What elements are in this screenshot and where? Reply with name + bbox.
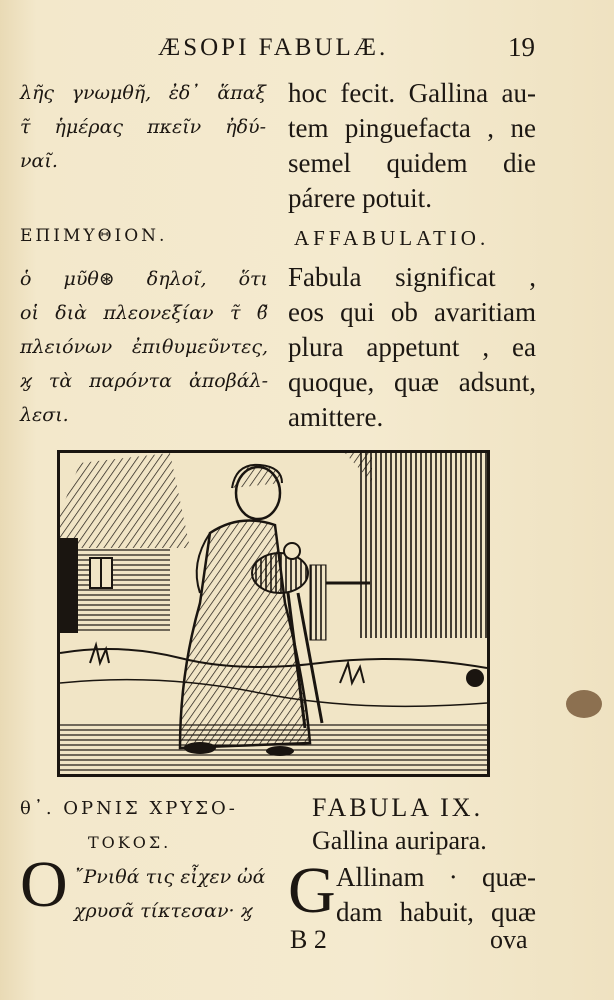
latin-line: tem pinguefacta , ne (288, 113, 536, 143)
latin-text-top (288, 76, 536, 216)
greek-line: ῎Ρνιθά τις εἶχεν ὠά (74, 866, 266, 888)
running-title: ÆSOPI FABULÆ. (158, 34, 389, 61)
greek-line: λῆς γνωμθῆ, ἐδ᾽ ἅπαξ (20, 82, 266, 104)
greek-line: ναῖ. (20, 150, 58, 172)
latin-line: eos qui ob avaritiam (288, 297, 536, 327)
ink-stain (566, 690, 602, 718)
latin-line: párere potuit. (288, 183, 432, 213)
greek-moral-heading: ΕΠΙΜΥΘΙΟΝ. (20, 226, 168, 246)
latin-line: Fabula significat , (288, 262, 536, 292)
greek-line: πλειόνων ἐπιθυμεῦντες, (20, 336, 268, 358)
latin-fable-number: FABULA IX. (312, 793, 484, 822)
page-header (0, 30, 614, 70)
greek-text-top (20, 76, 266, 178)
page-number: 19 (508, 32, 535, 62)
latin-moral-heading: AFFABULATIO. (294, 226, 490, 250)
catchword: ova (490, 925, 528, 954)
greek-line: χρυσᾶ τίκτεσαν· ϗ (74, 900, 253, 922)
latin-line: dam habuit, quæ (336, 897, 536, 927)
latin-line: plura appetunt , ea (288, 332, 536, 362)
greek-line: λεσι. (20, 404, 69, 426)
latin-dropcap: G (288, 854, 336, 927)
greek-line: οἱ διὰ πλεονεξίαν τ̃ ϐ̃ (20, 302, 268, 324)
greek-moral-text (20, 262, 268, 432)
latin-line: hoc fecit. Gallina au- (288, 78, 536, 108)
woodcut-illustration (57, 450, 490, 777)
latin-line: amittere. (288, 402, 384, 432)
latin-fable-title: Gallina auripara. (312, 826, 487, 855)
latin-line: semel quidem die (288, 148, 536, 178)
greek-fable-title: θ᾽. ΟΡΝΙΣ ΧΡΥΣΟ- (20, 798, 238, 819)
greek-line: τ̃ ἡμέρας πκεῖν ἠδύ- (20, 116, 266, 138)
latin-fable-text (336, 860, 536, 930)
greek-line: ὁ μῦθ⊛ δηλοῖ, ὅτι (20, 268, 268, 290)
latin-moral-text (288, 260, 536, 435)
signature-mark: B 2 (290, 925, 327, 954)
latin-line: quoque, quæ adsunt, (288, 367, 536, 397)
greek-dropcap: O (20, 848, 68, 921)
greek-line: ϗ τὰ παρόντα ἀποβάλ- (20, 370, 268, 392)
greek-fable-title-line2: ΤΟΚΟΣ. (88, 833, 172, 852)
latin-line: Allinam · quæ- (336, 862, 536, 892)
woman-holding-hen-woodcut-icon (60, 453, 487, 774)
greek-fable-text (74, 860, 274, 928)
